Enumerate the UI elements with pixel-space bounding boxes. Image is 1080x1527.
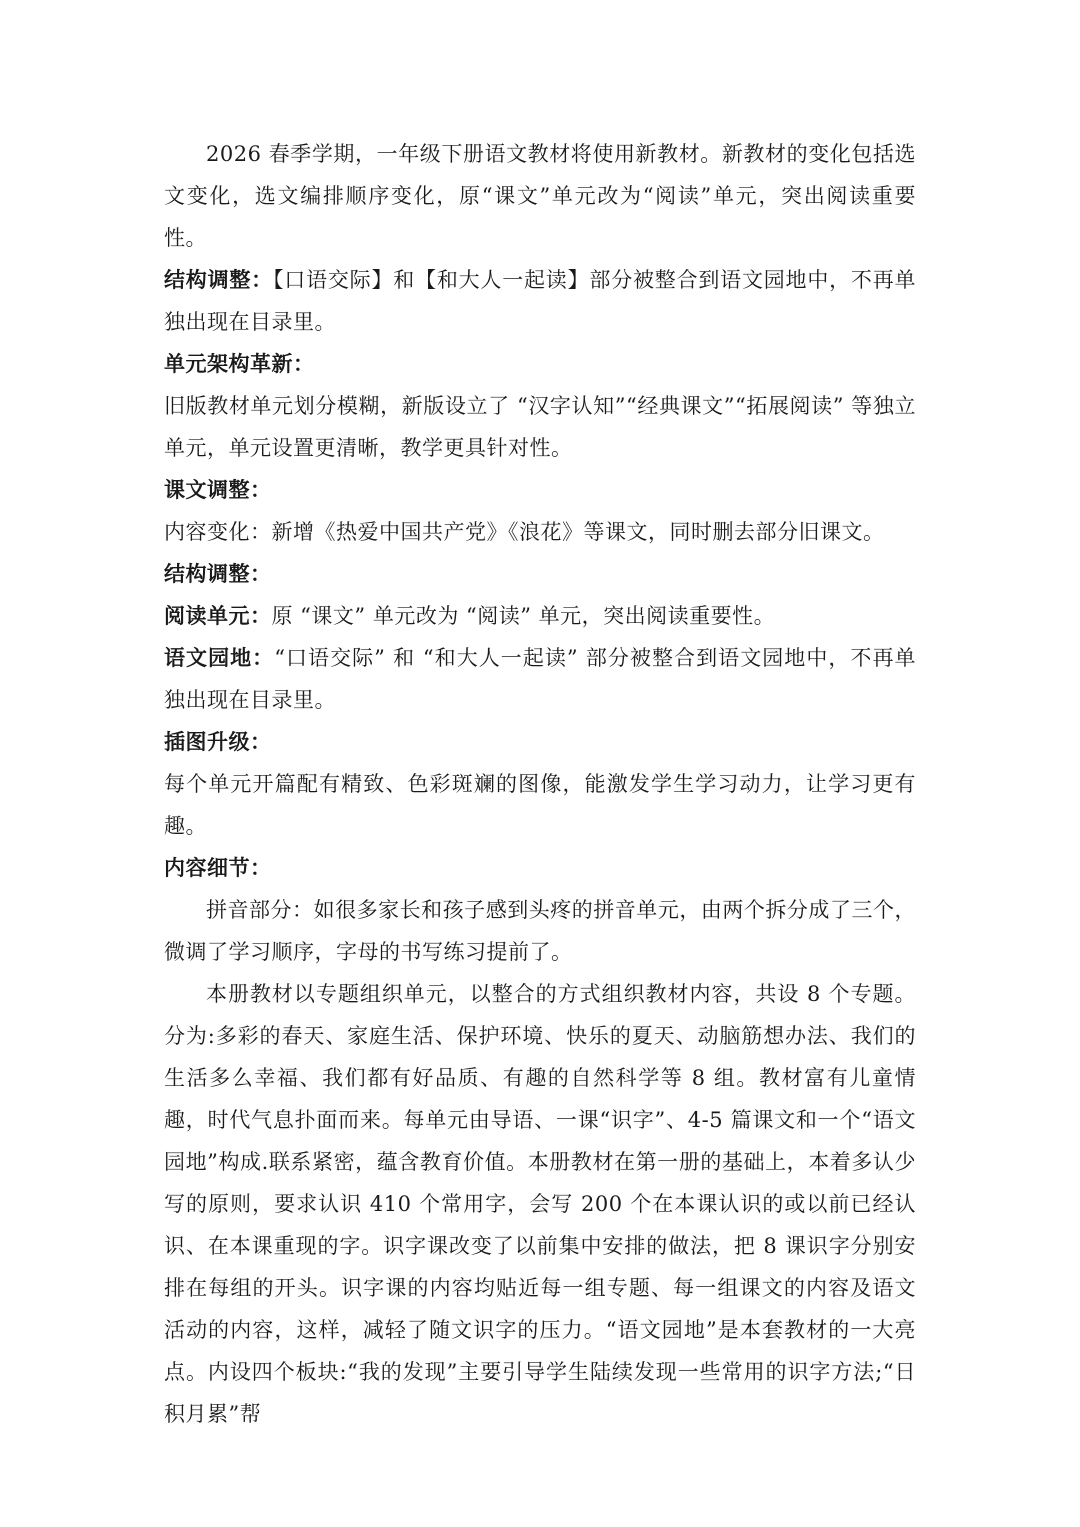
structure-adjust-paragraph [164,259,916,343]
structure-adjust-label: 结构调整： [164,268,273,292]
illustration-heading: 插图升级： [164,730,272,754]
language-garden-text: “口语交际” 和 “和大人一起读” 部分被整合到语文园地中，不再单独出现在目录里。 [164,646,916,712]
illustration-paragraph: 每个单元开篇配有精致、色彩斑斓的图像，能激发学生学习动力，让学习更有趣。 [164,772,916,838]
reading-unit-label: 阅读单元： [164,604,272,628]
pinyin-paragraph: 拼音部分：如很多家长和孩子感到头疼的拼音单元，由两个拆分成了三个，微调了学习顺序，字母的书写练习提前了。 [164,898,916,964]
textbook-overview-paragraph: 本册教材以专题组织单元，以整合的方式组织教材内容，共设 8 个专题。分为:多彩的春天、家庭生活、保护环境、快乐的夏天、动脑筋想办法、我们的生活多么幸福、我们都有好品质、有趣的自然科学等 8 组。教材富有儿童情趣，时代气息扑面而来。每单元由导语、一课“识字”、4-5 篇课文和一个“语文园地”构成.联系紧密，蕴含教育价值。本册教材在第一册的基础上，本着多认少写的原则，要求认识 410 个常用字，会写 200 个在本课认识的或以前已经认识、在本课重现的字。识字课改变了以前集中安排的做法，把 8 课识字分别安排在每组的开头。识字课的内容均贴近每一组专题、每一组课文的内容及语文活动的内容，这样，减轻了随文识字的压力。“语文园地”是本套教材的一大亮点。内设四个板块:“我的发现”主要引导学生陆续发现一些常用的识字方法;“日积月累”帮 [164,982,916,1426]
unit-arch-heading: 单元架构革新： [164,352,315,376]
reading-unit-text: 原 “课文” 单元改为 “阅读” 单元，突出阅读重要性。 [271,604,776,628]
reading-unit-paragraph [164,595,916,637]
language-garden-label: 语文园地： [164,646,275,670]
language-garden-paragraph [164,637,916,721]
lesson-adjust-paragraph: 内容变化：新增《热爱中国共产党》《浪花》等课文，同时删去部分旧课文。 [164,520,885,544]
structure-adjust-heading: 结构调整： [164,562,272,586]
intro-paragraph: 2026 春季学期，一年级下册语文教材将使用新教材。新教材的变化包括选文变化，选文编排顺序变化，原“课文”单元改为“阅读”单元，突出阅读重要性。 [164,142,916,250]
structure-adjust-text: 【口语交际】和【和大人一起读】部分被整合到语文园地中，不再单独出现在目录里。 [164,268,917,334]
unit-arch-paragraph: 旧版教材单元划分模糊，新版设立了 “汉字认知”“经典课文”“拓展阅读” 等独立单元，单元设置更清晰，教学更具针对性。 [164,394,916,460]
content-details-heading: 内容细节： [164,856,272,880]
lesson-adjust-heading: 课文调整： [164,478,272,502]
document-body [164,133,916,1435]
